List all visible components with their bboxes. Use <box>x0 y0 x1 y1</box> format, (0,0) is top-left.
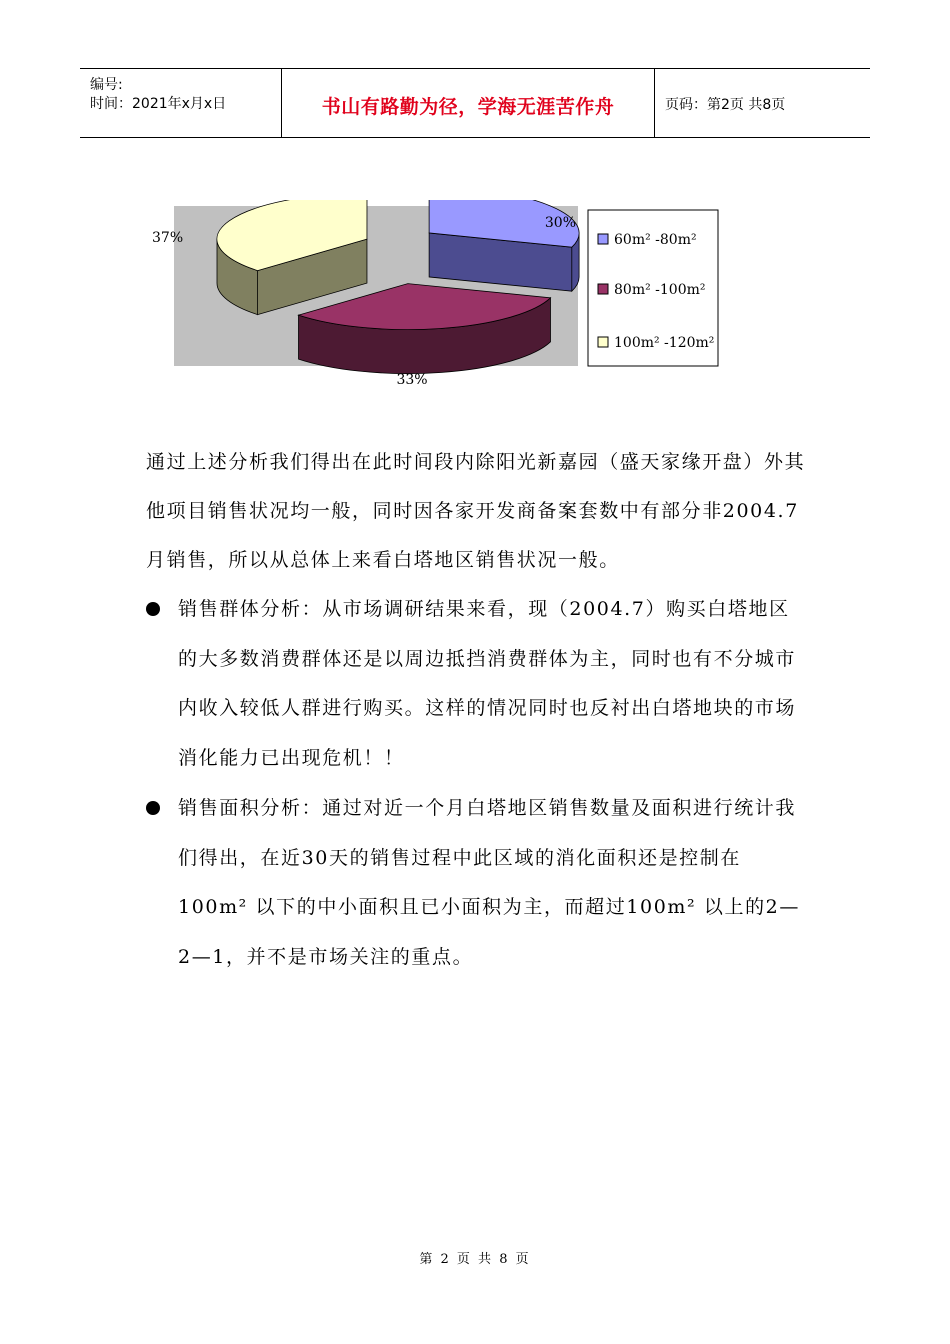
header-right-cell <box>655 69 870 137</box>
pie-chart-svg <box>150 200 750 400</box>
bullet-item-sales-area: 销售面积分析：通过对近一个月白塔地区销售数量及面积进行统计我们得出，在近30天的销售过程中此区域的消化面积还是控制在100m² 以下的中小面积且已小面积为主，而超过100m² 以上的2—2—1，并不是市场关注的重点。 <box>178 797 800 968</box>
legend-label-2: 100m² -120m² <box>614 335 715 351</box>
header-page-info: 页码：第2页 共8页 <box>665 97 786 113</box>
data-label-0: 30% <box>544 215 576 231</box>
legend-label-1: 80m² -100m² <box>614 282 706 298</box>
page-footer: 第 2 页 共 8 页 <box>419 1252 531 1267</box>
bullet-marker-1 <box>146 585 166 605</box>
legend-swatch-1 <box>598 284 608 294</box>
header-middle-cell <box>282 69 655 137</box>
legend-label-0: 60m² -80m² <box>614 232 697 248</box>
bullet-marker-2 <box>146 784 166 804</box>
data-label-1: 33% <box>396 372 428 388</box>
header-motto: 书山有路勤为径，学海无涯苦作舟 <box>321 96 615 118</box>
legend-swatch-0 <box>598 234 608 244</box>
data-label-2: 37% <box>152 230 184 246</box>
pie-chart <box>150 200 750 400</box>
page-header <box>80 68 870 138</box>
legend-swatch-2 <box>598 337 608 347</box>
document-date: 时间：2021年x月x日 <box>90 96 227 112</box>
document-number-label: 编号: <box>90 77 123 93</box>
header-left-cell <box>80 69 282 137</box>
analysis-paragraph: 通过上述分析我们得出在此时间段内除阳光新嘉园（盛天家缘开盘）外其他项目销售状况均一般，同时因各家开发商备案套数中有部分非2004.7月销售，所以从总体上来看白塔地区销售状况一般。 <box>146 451 806 571</box>
bullet-item-sales-group: 销售群体分析：从市场调研结果来看，现（2004.7）购买白塔地区的大多数消费群体还是以周边抵挡消费群体为主，同时也有不分城市内收入较低人群进行购买。这样的情况同时也反衬出白塔地块的市场消化能力已出现危机！！ <box>178 598 797 769</box>
